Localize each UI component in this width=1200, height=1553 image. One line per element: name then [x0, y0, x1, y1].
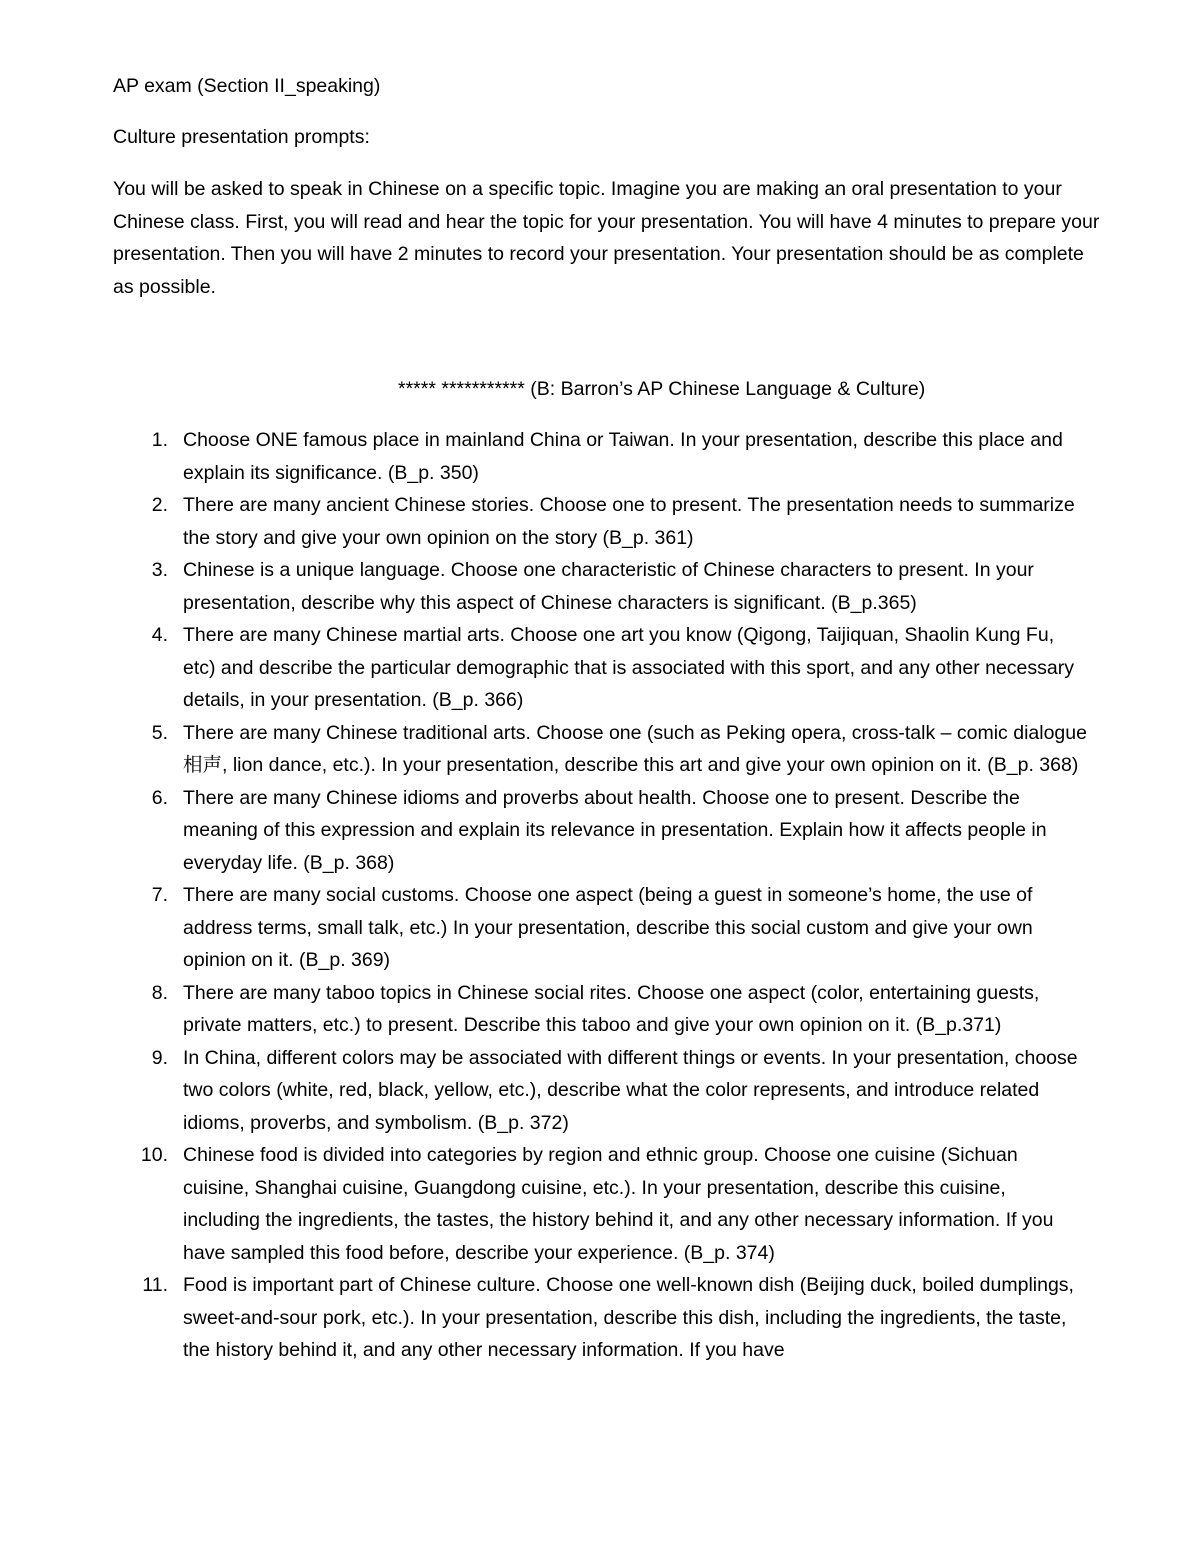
source-note: ***** *********** (B: Barron’s AP Chinese Language & Culture) — [398, 378, 926, 400]
document-title: AP exam (Section II_speaking) — [113, 75, 381, 97]
prompt-text: There are many ancient Chinese stories. Choose one to present. The presentation needs to summarize the story and give your own opinion on the story (B_p. 361) — [183, 494, 1075, 549]
instructions-paragraph: You will be asked to speak in Chinese on a specific topic. Imagine you are making an oral presentation to your Chinese class. First, you will read and hear the topic for your presentation. You will have 4 minutes to prepare your presentation. Then you will have 2 minutes to record your presentation. Your presentation should be as complete as possible. — [113, 178, 1100, 298]
prompt-item — [0, 489, 1088, 554]
prompt-number: 3. — [151, 559, 168, 581]
prompt-text: There are many Chinese traditional arts. Choose one (such as Peking opera, cross-talk – comic dialogue 相声, lion dance, etc.). In your presentation, describe this art and give your own opinion on it. (B_p. 368) — [183, 721, 1087, 776]
prompt-number: 10. — [140, 1144, 168, 1166]
prompt-item — [0, 717, 1088, 782]
prompt-item — [0, 1042, 1088, 1140]
prompt-item — [0, 1269, 1088, 1367]
prompt-number: 5. — [151, 721, 168, 744]
prompt-list — [0, 424, 1200, 1367]
prompt-number: 6. — [151, 786, 168, 809]
prompt-item — [0, 1139, 1088, 1269]
prompt-number: 9. — [151, 1046, 168, 1069]
prompt-item — [0, 424, 1088, 489]
prompt-item — [0, 619, 1088, 717]
prompt-text: There are many taboo topics in Chinese social rites. Choose one aspect (color, entertaining guests, private matters, etc.) to present. Describe this taboo and give your own opinion on it. (B_p.371) — [183, 981, 1040, 1036]
prompt-number: 1. — [151, 429, 168, 451]
prompt-item — [0, 554, 1088, 619]
prompt-text: There are many Chinese idioms and proverbs about health. Choose one to present. Describe the meaning of this expression and explain its relevance in presentation. Explain how it affects people in everyday life. (B_p. 368) — [183, 786, 1047, 874]
prompt-text: Chinese is a unique language. Choose one characteristic of Chinese characters to present. In your presentation, describe why this aspect of Chinese characters is significant. (B_p.365) — [183, 559, 1034, 614]
prompt-text: There are many social customs. Choose one aspect (being a guest in someone’s home, the use of address terms, small talk, etc.) In your presentation, describe this social custom and give your own opinion on it. (B_p. 369) — [183, 884, 1033, 971]
prompt-item — [0, 879, 1088, 977]
prompt-item — [0, 977, 1088, 1042]
prompt-text: Food is important part of Chinese culture. Choose one well-known dish (Beijing duck, boiled dumplings, sweet-and-sour pork, etc.). In your presentation, describe this dish, including the ingredients, the taste, the history behind it, and any other necessary information. If you have — [183, 1274, 1074, 1361]
prompt-number: 11. — [142, 1274, 168, 1296]
prompt-text: In China, different colors may be associated with different things or events. In your presentation, choose two colors (white, red, black, yellow, etc.), describe what the color represents, and introduce related idioms, proverbs, and symbolism. (B_p. 372) — [183, 1046, 1078, 1134]
prompt-text: Chinese food is divided into categories by region and ethnic group. Choose one cuisine (Sichuan cuisine, Shanghai cuisine, Guangdong cuisine, etc.). In your presentation, describe this cuisine, including the ingredients, the tastes, the history behind it, and any other necessary information. If you have sampled this food before, describe your experience. (B_p. 374) — [183, 1144, 1054, 1264]
prompt-number: 7. — [151, 884, 168, 906]
prompt-number: 4. — [151, 624, 168, 646]
section-heading: Culture presentation prompts: — [113, 126, 370, 148]
prompt-text: Choose ONE famous place in mainland China or Taiwan. In your presentation, describe this place and explain its significance. (B_p. 350) — [183, 429, 1063, 484]
prompt-number: 8. — [151, 981, 168, 1004]
prompt-item — [0, 782, 1088, 880]
prompt-text: There are many Chinese martial arts. Choose one art you know (Qigong, Taijiquan, Shaolin Kung Fu, etc) and describe the particular demographic that is associated with this sport, and any other necessary details, in your presentation. (B_p. 366) — [183, 624, 1074, 711]
prompt-number: 2. — [151, 494, 168, 516]
